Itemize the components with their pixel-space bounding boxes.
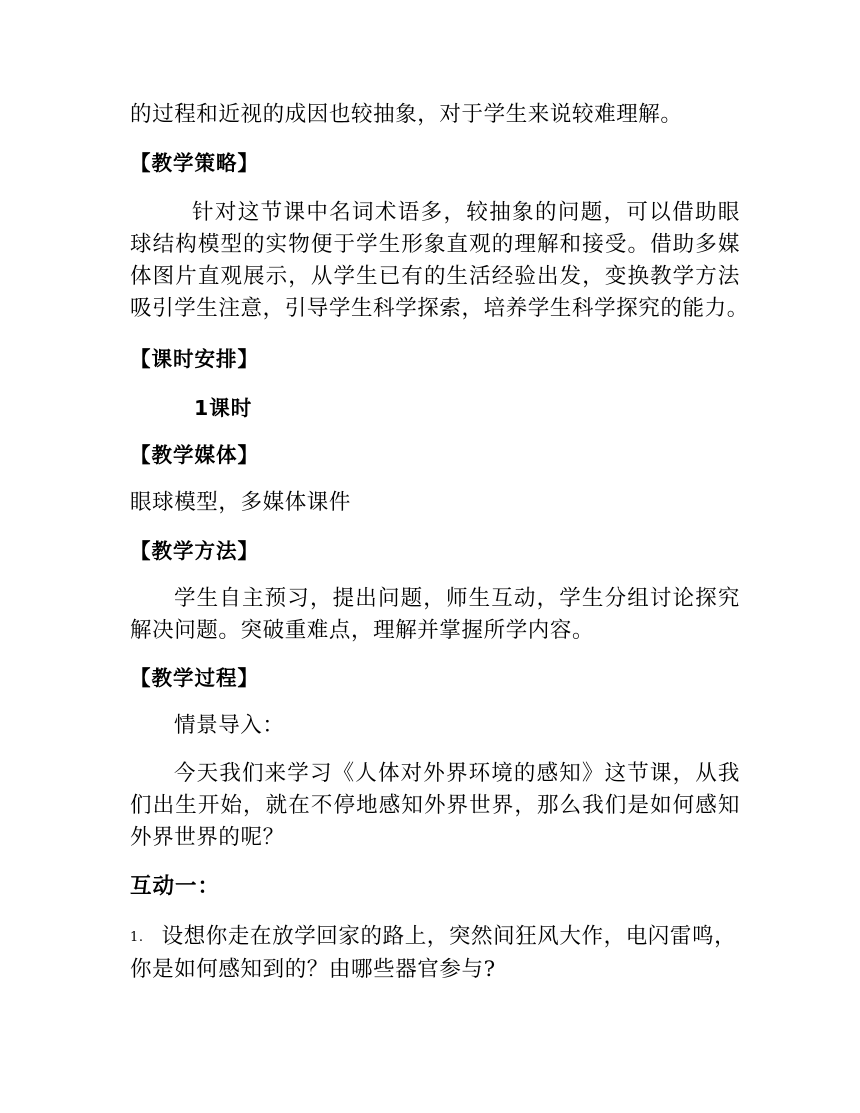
paragraph-line: 球结构模型的实物便于学生形象直观的理解和接受。借助多媒 <box>130 232 740 257</box>
list-item-text: 设想你走在放学回家的路上，突然间狂风大作，电闪雷鸣， <box>161 924 737 949</box>
section-heading-media: 【教学媒体】 <box>130 443 259 467</box>
schedule-text: 1课时 <box>194 396 253 420</box>
section-heading-method: 【教学方法】 <box>130 539 259 563</box>
paragraph-line: 学生自主预习，提出问题，师生互动，学生分组讨论探究 <box>174 586 740 611</box>
scene-label: 情景导入： <box>174 713 285 738</box>
paragraph-line: 你是如何感知到的？由哪些器官参与? <box>130 957 496 982</box>
section-heading-schedule: 【课时安排】 <box>130 347 259 371</box>
paragraph-line: 解决问题。突破重难点，理解并掌握所学内容。 <box>130 618 595 643</box>
paragraph-line: 外界世界的呢？ <box>130 825 285 850</box>
section-heading-process: 【教学过程】 <box>130 666 259 690</box>
paragraph-line: 针对这节课中名词术语多，较抽象的问题，可以借助眼 <box>192 200 740 225</box>
list-item-number: 1. <box>130 930 144 945</box>
paragraph-line: 今天我们来学习《人体对外界环境的感知》这节课，从我 <box>174 761 740 786</box>
paragraph-line: 的过程和近视的成因也较抽象，对于学生来说较难理解。 <box>130 102 683 127</box>
paragraph-line: 们出生开始，就在不停地感知外界世界，那么我们是如何感知 <box>130 793 740 818</box>
paragraph-line: 体图片直观展示，从学生已有的生活经验出发，变换教学方法 <box>130 264 740 289</box>
section-heading-interaction: 互动一： <box>130 874 221 899</box>
section-heading-strategy: 【教学策略】 <box>130 151 259 175</box>
media-text: 眼球模型，多媒体课件 <box>130 490 352 515</box>
list-item <box>130 922 742 953</box>
paragraph-line: 吸引学生注意，引导学生科学探索，培养学生科学探究的能力。 <box>130 296 749 321</box>
